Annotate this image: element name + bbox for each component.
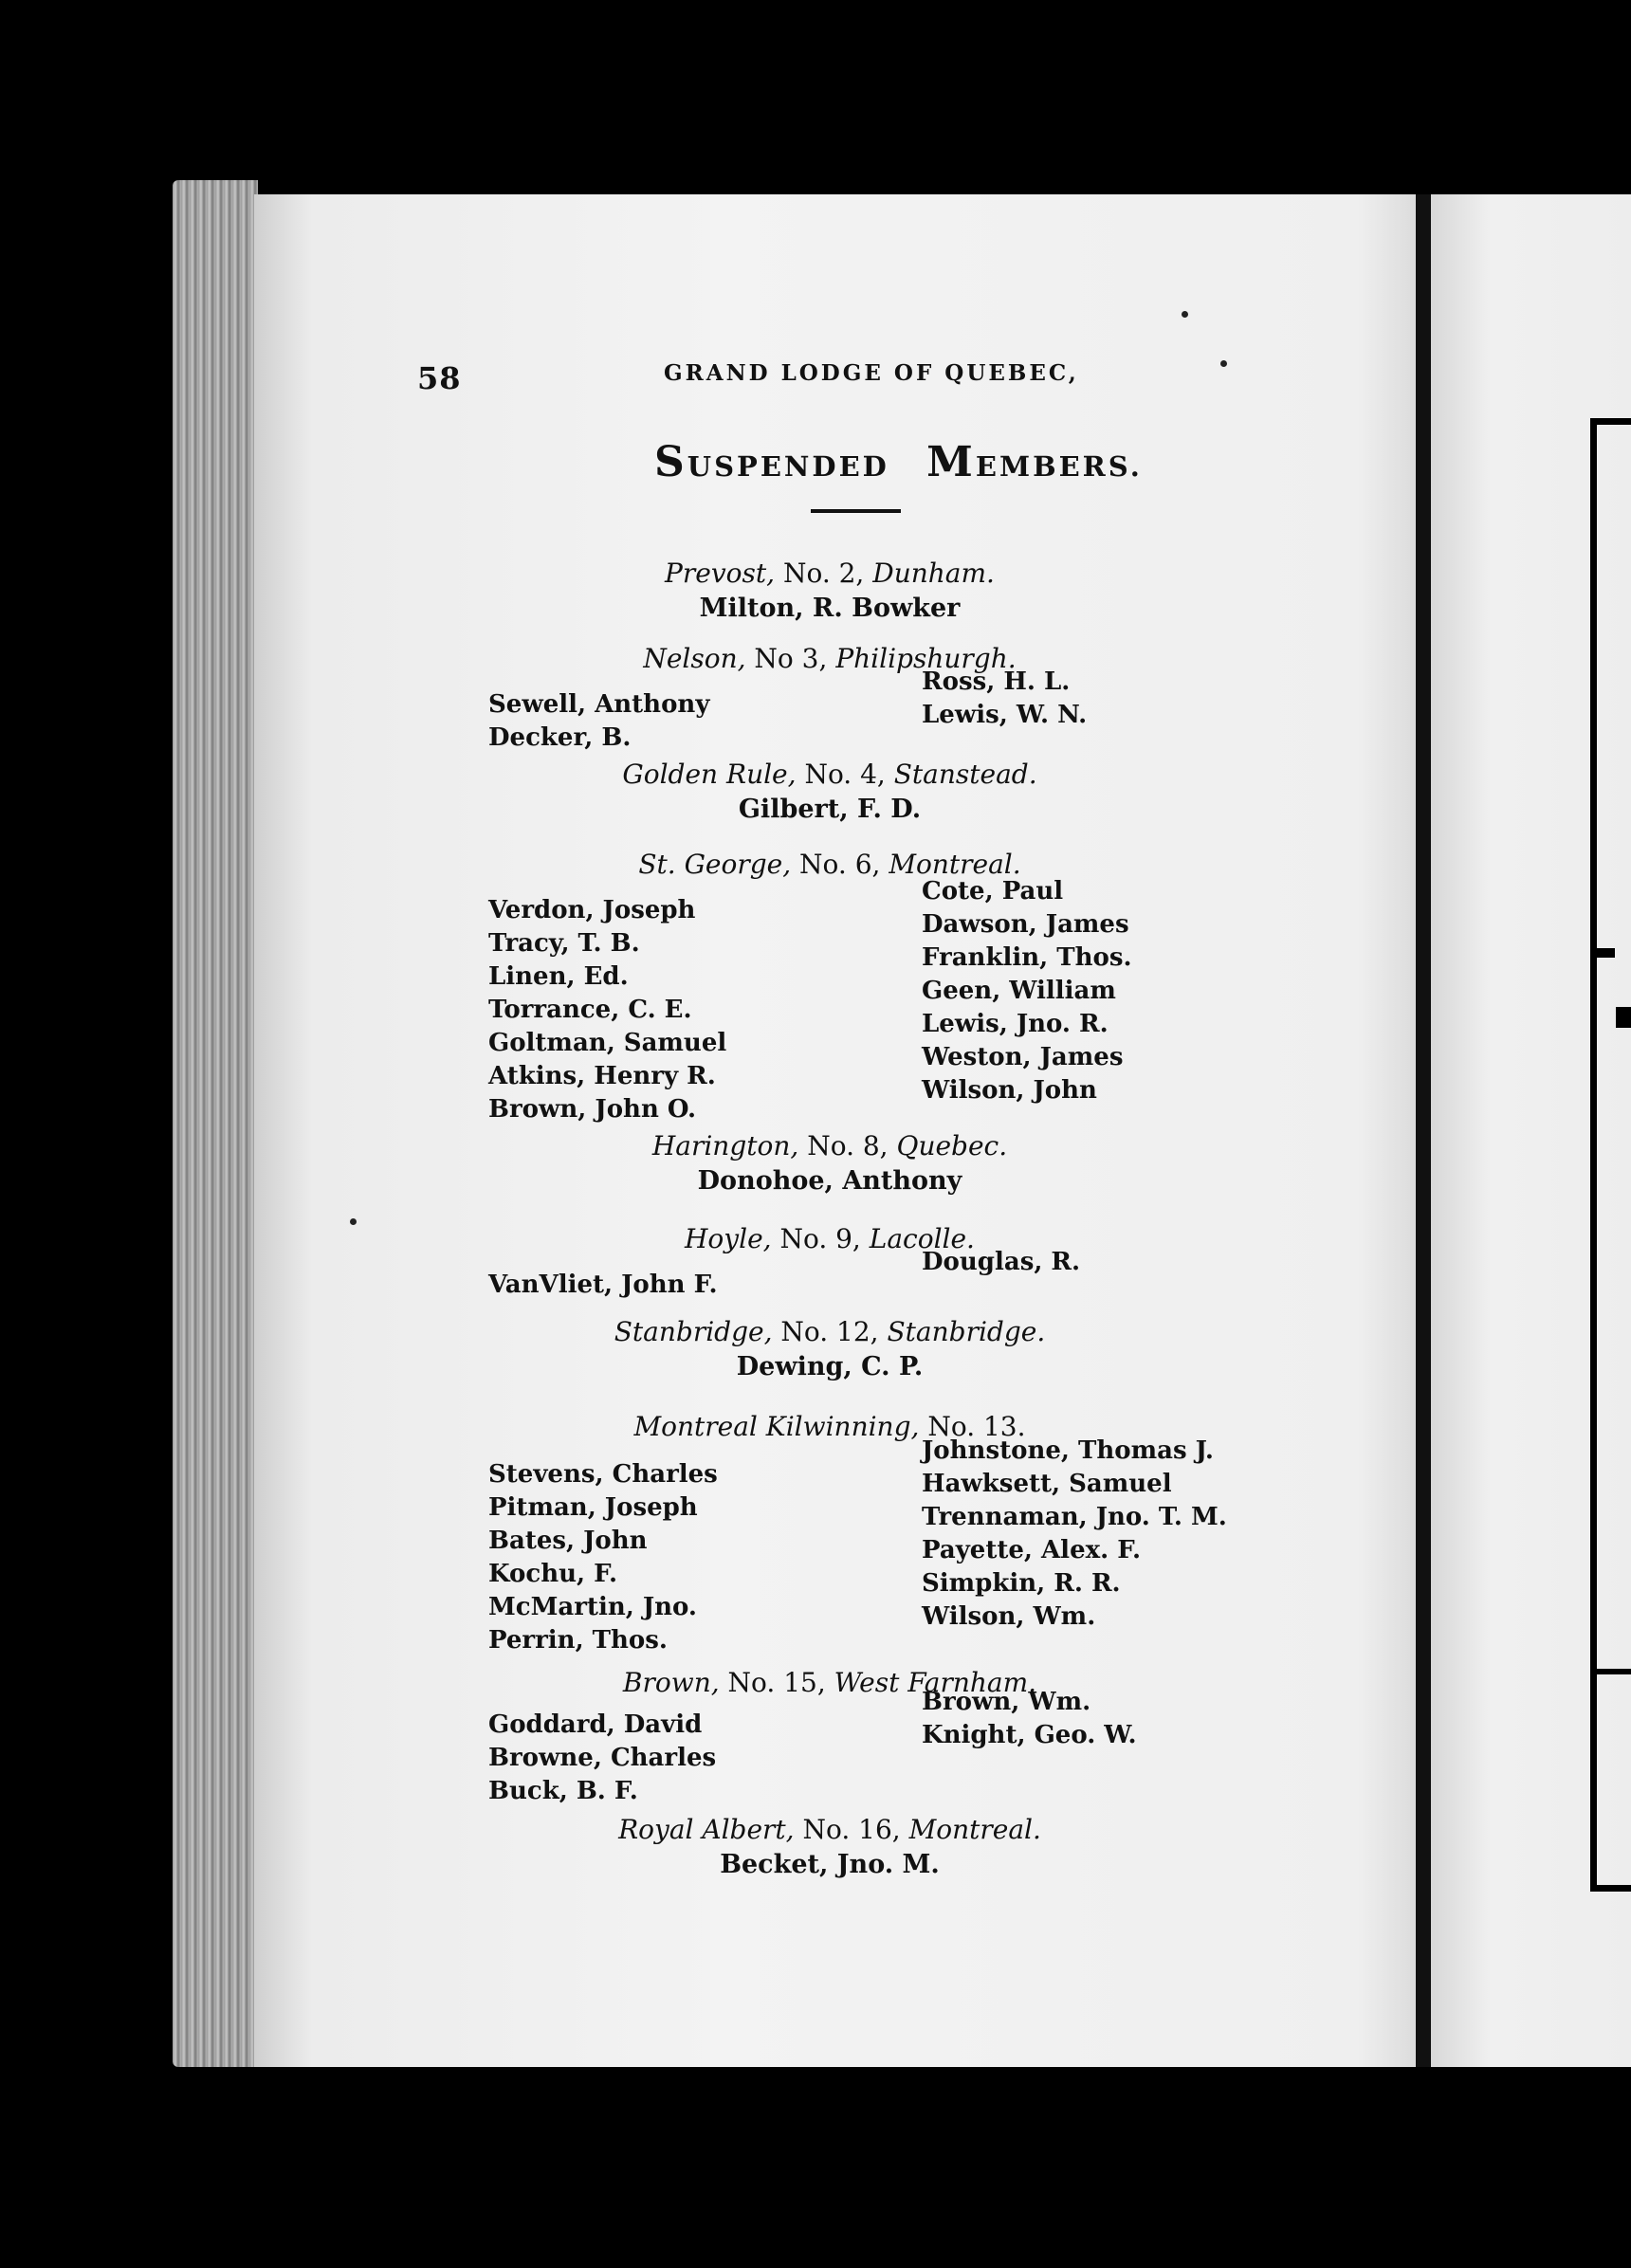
lodge-name: Royal Albert,: [618, 1814, 795, 1845]
lodge-heading: [0, 849, 1631, 880]
book-page-edges: [173, 180, 258, 2067]
lodge-number: No. 8,: [807, 1130, 889, 1161]
member-name-left: Goltman, Samuel: [488, 1029, 727, 1057]
title-word: USPENDED: [687, 450, 889, 483]
lodge-heading: [0, 558, 1631, 589]
lodge-number: No. 13.: [927, 1411, 1026, 1442]
member-name-left: VanVliet, John F.: [488, 1271, 718, 1299]
member-name-left: Tracy, T. B.: [488, 929, 640, 958]
member-name-left: Brown, John O.: [488, 1095, 697, 1124]
lodge-heading: [0, 1411, 1631, 1442]
member-name-left: Atkins, Henry R.: [488, 1062, 716, 1090]
member-name-right: Ross, H. L.: [922, 668, 1071, 696]
member-name-left: Bates, John: [488, 1527, 648, 1555]
lodge-number: No. 4,: [804, 759, 886, 790]
lodge-name: Nelson,: [643, 643, 746, 674]
lodge-place: Dunham.: [872, 558, 995, 589]
title-initial: S: [654, 438, 687, 486]
member-name-right: Hawksett, Samuel: [922, 1470, 1172, 1498]
lodge-place: West Farnham.: [834, 1667, 1037, 1698]
lodge-place: Stanstead.: [893, 759, 1037, 790]
title-initial: M: [926, 438, 976, 486]
lodge-heading: [0, 1223, 1631, 1254]
member-name-left: Browne, Charles: [488, 1744, 717, 1772]
title-rule: [811, 509, 901, 513]
member-name-right: Brown, Wm.: [922, 1688, 1091, 1716]
lodge-place: Montreal.: [889, 849, 1021, 880]
lodge-heading: [0, 643, 1631, 674]
member-name-right: Wilson, Wm.: [922, 1602, 1096, 1631]
member-name-right: Trennaman, Jno. T. M.: [922, 1503, 1227, 1531]
member-name-right: Wilson, John: [922, 1076, 1097, 1105]
member-name: Gilbert, F. D.: [738, 795, 922, 824]
member-name-right: Franklin, Thos.: [922, 943, 1132, 972]
lodge-name: Montreal Kilwinning,: [633, 1411, 920, 1442]
member-name-left: Linen, Ed.: [488, 962, 629, 991]
lodge-heading: [0, 1316, 1631, 1347]
right-page-mark: [1616, 1007, 1631, 1028]
member-name-left: Stevens, Charles: [488, 1460, 718, 1489]
lodge-name: Prevost,: [665, 558, 776, 589]
section-title: [654, 438, 1143, 486]
lodge-name: St. George,: [638, 849, 792, 880]
member-name: Becket, Jno. M.: [720, 1850, 940, 1879]
lodge-number: No. 16,: [802, 1814, 901, 1845]
lodge-number: No. 9,: [779, 1223, 861, 1254]
member-name-left: Sewell, Anthony: [488, 690, 710, 719]
lodge-place: Lacolle.: [869, 1223, 975, 1254]
lodge-heading: [0, 1667, 1631, 1698]
member-name-right: Knight, Geo. W.: [922, 1721, 1137, 1749]
lodge-number: No. 12,: [780, 1316, 879, 1347]
lodge-place: Stanbridge.: [887, 1316, 1046, 1347]
member-name: Dewing, C. P.: [736, 1352, 924, 1381]
member-name: Donohoe, Anthony: [697, 1166, 962, 1196]
member-name-left: Pitman, Joseph: [488, 1493, 698, 1522]
member-name-right: Simpkin, R. R.: [922, 1569, 1121, 1598]
member-name-right: Lewis, Jno. R.: [922, 1010, 1109, 1038]
member-name-left: Verdon, Joseph: [488, 896, 696, 924]
lodge-number: No. 15,: [727, 1667, 826, 1698]
member-name-left: Perrin, Thos.: [488, 1626, 668, 1655]
member-name-right: Cote, Paul: [922, 877, 1064, 905]
member-name-left: Buck, B. F.: [488, 1777, 638, 1805]
title-word: EMBERS.: [975, 450, 1143, 483]
lodge-name: Golden Rule,: [622, 759, 797, 790]
lodge-number: No 3,: [754, 643, 828, 674]
member-name-right: Payette, Alex. F.: [922, 1536, 1142, 1564]
member-name-right: Lewis, W. N.: [922, 701, 1088, 729]
member-name-right: Geen, William: [922, 977, 1116, 1005]
lodge-heading: [0, 1130, 1631, 1161]
member-name-right: Johnstone, Thomas J.: [922, 1436, 1214, 1465]
member-name: Milton, R. Bowker: [699, 594, 961, 623]
lodge-name: Hoyle,: [685, 1223, 772, 1254]
right-page-mark: [1596, 948, 1615, 958]
lodge-number: No. 2,: [782, 558, 865, 589]
lodge-place: Philipshurgh.: [835, 643, 1017, 674]
lodge-name: Stanbridge,: [614, 1316, 773, 1347]
member-name-left: McMartin, Jno.: [488, 1593, 697, 1621]
ink-speck: [1220, 360, 1227, 367]
page-number: 58: [417, 360, 462, 396]
running-head: GRAND LODGE OF QUEBEC,: [664, 360, 1079, 386]
member-name-right: Dawson, James: [922, 910, 1129, 939]
ink-speck: [350, 1218, 357, 1225]
ink-speck: [1182, 311, 1188, 318]
member-name-left: Goddard, David: [488, 1710, 703, 1739]
lodge-number: No. 6,: [799, 849, 881, 880]
member-name-right: Weston, James: [922, 1043, 1124, 1071]
lodge-name: Harington,: [651, 1130, 799, 1161]
member-name-left: Decker, B.: [488, 723, 632, 752]
lodge-heading: [0, 1814, 1631, 1845]
lodge-heading: [0, 759, 1631, 790]
member-name-left: Torrance, C. E.: [488, 996, 692, 1024]
member-name-right: Douglas, R.: [922, 1248, 1081, 1276]
lodge-name: Brown,: [622, 1667, 720, 1698]
lodge-place: Montreal.: [908, 1814, 1041, 1845]
lodge-place: Quebec.: [896, 1130, 1008, 1161]
member-name-left: Kochu, F.: [488, 1560, 618, 1588]
